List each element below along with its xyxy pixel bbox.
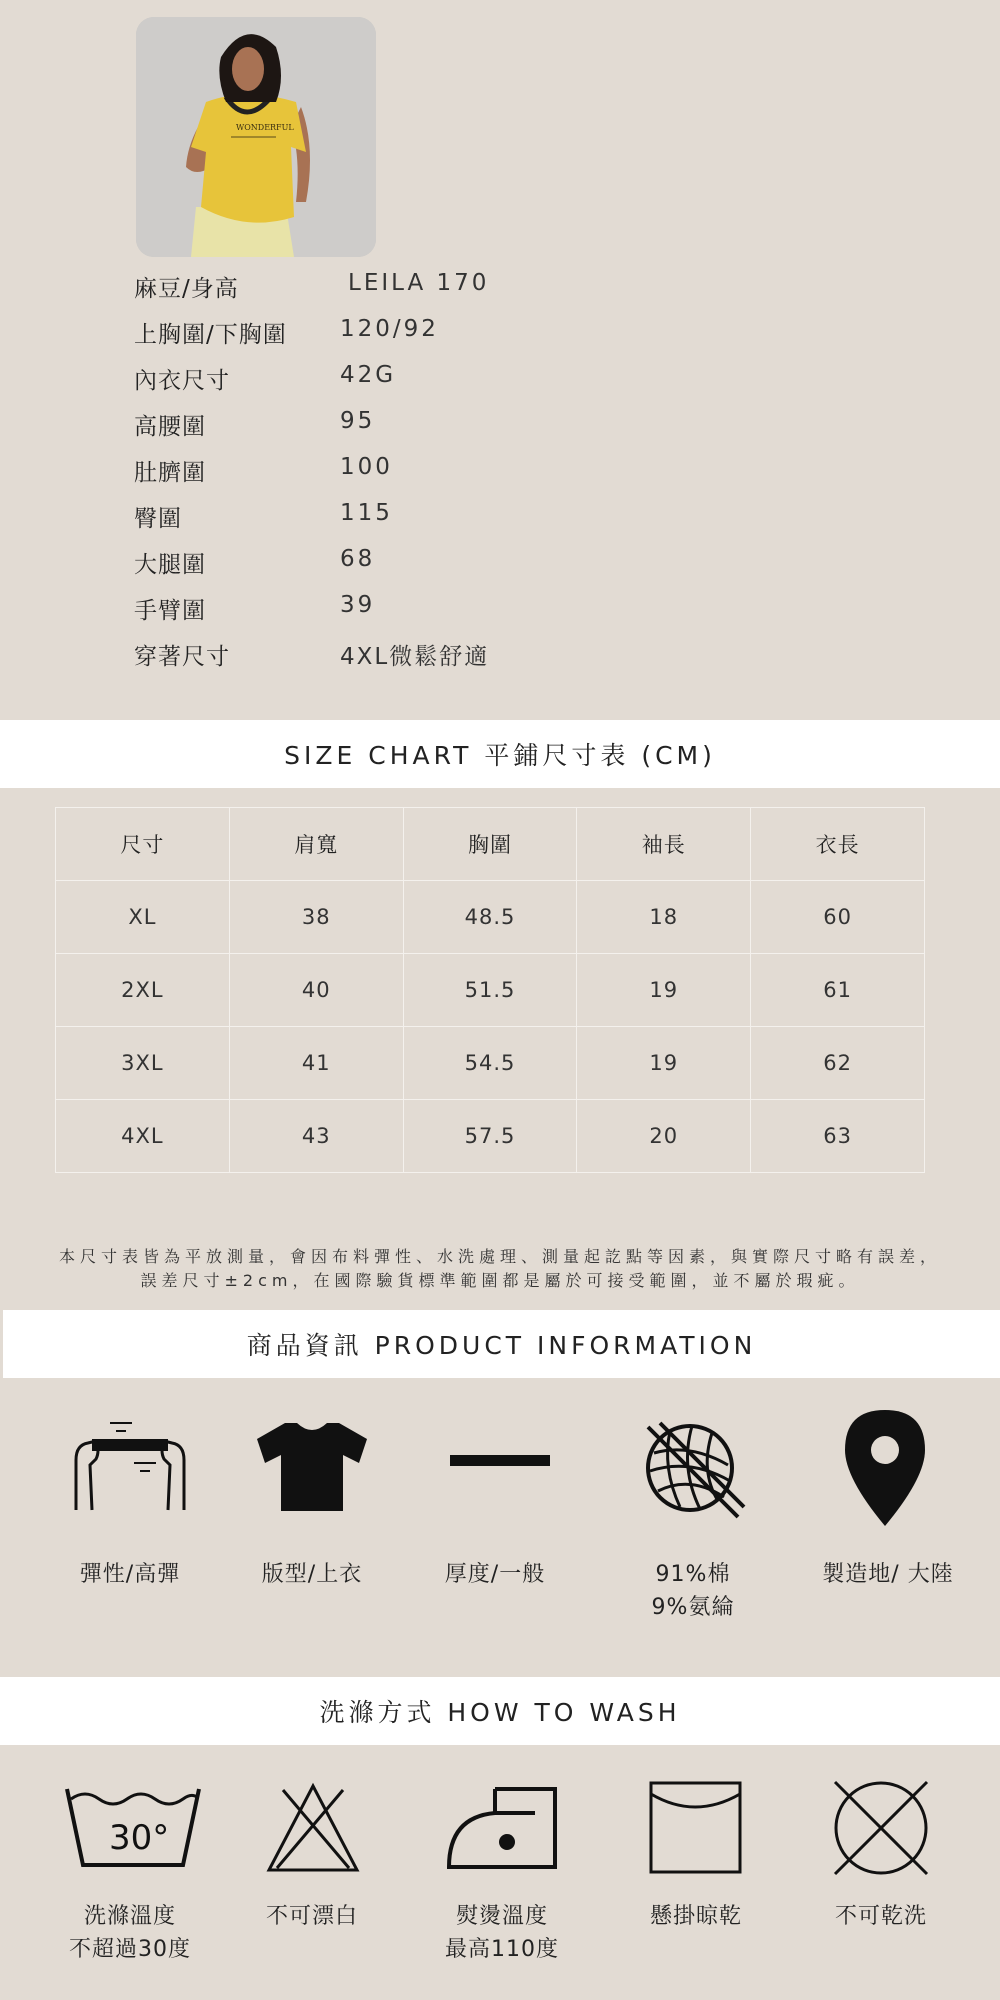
table-cell: 41	[229, 1027, 403, 1100]
table-cell: 51.5	[403, 954, 577, 1027]
no-dry-clean-icon	[831, 1778, 931, 1882]
wash-line: 不超過30度	[69, 1937, 191, 1962]
shirt-print-text: WONDERFUL	[236, 123, 294, 132]
product-info-title: 商品資訊 PRODUCT INFORMATION	[246, 1331, 757, 1360]
iron-icon	[445, 1785, 560, 1874]
info-line: 版型/上衣	[261, 1562, 363, 1587]
spec-value: 39	[340, 592, 376, 618]
yarn-ball-icon	[640, 1413, 750, 1527]
table-cell: 4XL	[56, 1100, 230, 1173]
table-cell: 43	[229, 1100, 403, 1173]
table-row	[56, 1027, 925, 1100]
wash-title: 洗滌方式 HOW TO WASH	[319, 1698, 681, 1727]
spec-label: 上胸圍/下胸圍	[134, 322, 287, 348]
spec-label: 麻豆/身高	[134, 276, 239, 302]
wash-item	[791, 1900, 971, 1933]
spec-value: LEILA 170	[348, 270, 490, 296]
table-cell: 62	[751, 1027, 925, 1100]
table-cell: 19	[577, 1027, 751, 1100]
wash-line: 最高110度	[445, 1937, 559, 1962]
size-note-line: 本尺寸表皆為平放測量，會因布料彈性、水洗處理、測量起訖點等因素，與實際尺寸略有誤差，	[58, 1247, 941, 1266]
spec-value: 115	[340, 500, 393, 526]
size-chart-banner	[0, 720, 1000, 788]
thickness-line-icon	[450, 1452, 552, 1472]
model-photo	[136, 17, 376, 257]
spec-label: 手臂圍	[134, 598, 206, 624]
size-chart-title: SIZE CHART 平鋪尺寸表 (CM)	[284, 741, 716, 770]
table-cell: 19	[577, 954, 751, 1027]
size-note	[20, 1245, 980, 1293]
table-cell: 38	[229, 881, 403, 954]
table-row	[56, 881, 925, 954]
spec-value: 100	[340, 454, 393, 480]
size-note-line: 誤差尺寸±2cm，在國際驗貨標準範圍都是屬於可接受範圍，並不屬於瑕疵。	[140, 1271, 860, 1290]
wash-line: 不可漂白	[265, 1904, 358, 1929]
hang-dry-icon	[648, 1780, 743, 1879]
info-line: 91%棉	[655, 1562, 731, 1587]
spec-label: 臀圍	[134, 506, 182, 532]
stretch-icon	[70, 1415, 190, 1519]
size-table	[55, 807, 925, 1173]
no-bleach-icon	[263, 1780, 363, 1879]
location-pin-icon	[843, 1408, 927, 1532]
spec-label: 內衣尺寸	[134, 368, 230, 394]
wash-item	[606, 1900, 786, 1933]
table-cell: 20	[577, 1100, 751, 1173]
product-info-item	[795, 1558, 981, 1591]
header-cell: 肩寬	[229, 808, 403, 881]
table-cell: 61	[751, 954, 925, 1027]
wash-temp-label: 30°	[109, 1818, 170, 1858]
info-line: 製造地/ 大陸	[822, 1562, 954, 1587]
product-info-banner	[3, 1310, 1000, 1378]
wash-line: 熨燙溫度	[455, 1904, 548, 1929]
product-info-item	[603, 1558, 783, 1624]
table-header-row	[56, 808, 925, 881]
spec-value: 120/92	[340, 316, 439, 342]
tshirt-icon	[255, 1415, 370, 1519]
table-cell: 60	[751, 881, 925, 954]
header-cell: 胸圍	[403, 808, 577, 881]
table-cell: XL	[56, 881, 230, 954]
header-cell: 尺寸	[56, 808, 230, 881]
table-cell: 2XL	[56, 954, 230, 1027]
table-cell: 3XL	[56, 1027, 230, 1100]
table-cell: 63	[751, 1100, 925, 1173]
table-cell: 54.5	[403, 1027, 577, 1100]
spec-value: 42G	[340, 362, 397, 388]
header-cell: 衣長	[751, 808, 925, 881]
spec-value: 4XL微鬆舒適	[340, 644, 490, 670]
wash-item	[40, 1900, 220, 1966]
info-line: 彈性/高彈	[79, 1562, 181, 1587]
wash-line: 懸掛晾乾	[649, 1904, 742, 1929]
wash-item	[222, 1900, 402, 1933]
spec-label: 高腰圍	[134, 414, 206, 440]
wash-line: 不可乾洗	[834, 1904, 927, 1929]
spec-label: 肚臍圍	[134, 460, 206, 486]
wash-line: 洗滌溫度	[83, 1904, 176, 1929]
table-cell: 18	[577, 881, 751, 954]
table-cell: 48.5	[403, 881, 577, 954]
spec-label: 穿著尺寸	[134, 644, 230, 670]
table-cell: 40	[229, 954, 403, 1027]
table-cell: 57.5	[403, 1100, 577, 1173]
table-row	[56, 1100, 925, 1173]
product-info-item	[405, 1558, 585, 1591]
product-info-item	[40, 1558, 220, 1591]
spec-label: 大腿圍	[134, 552, 206, 578]
info-line: 厚度/一般	[444, 1562, 546, 1587]
header-cell: 袖長	[577, 808, 751, 881]
table-row	[56, 954, 925, 1027]
wash-item	[412, 1900, 592, 1966]
product-info-item	[222, 1558, 402, 1591]
spec-value: 95	[340, 408, 376, 434]
wash-banner	[0, 1677, 1000, 1745]
info-line: 9%氨綸	[651, 1595, 735, 1620]
spec-value: 68	[340, 546, 376, 572]
wash-30-icon	[63, 1785, 203, 1874]
